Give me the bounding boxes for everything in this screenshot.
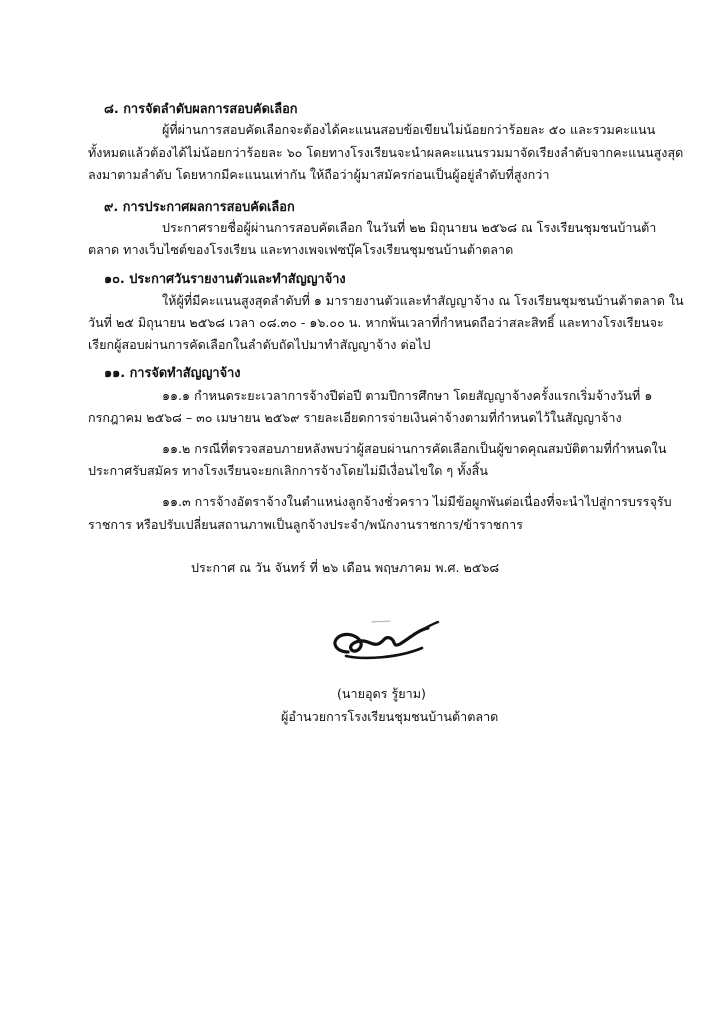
signer-position: ผู้อำนวยการโรงเรียนชุมชนบ้านต้าตลาด (281, 709, 499, 724)
section-9-line-1: ประกาศรายชื่อผู้ผ่านการสอบคัดเลือก ในวันที่ ๒๒ มิถุนายน ๒๕๖๘ ณ โรงเรียนชุมชนบ้านต้า (162, 220, 657, 235)
section-11-2-line-1: ๑๑.๒ กรณีที่ตรวจสอบภายหลังพบว่าผู้สอบผ่านการคัดเลือกเป็นผู้ขาดคุณสมบัติตามที่กำหนดใน (162, 441, 667, 456)
section-11-heading: ๑๑. การจัดทำสัญญาจ้าง (104, 366, 241, 381)
section-9-heading: ๙. การประกาศผลการสอบคัดเลือก (104, 200, 295, 215)
section-11-1-line-2: กรกฎาคม ๒๕๖๘ – ๓๐ เมษายน ๒๕๖๙ รายละเอียดการจ่ายเงินค่าจ้างตามที่กำหนดไว้ในสัญญาจ้าง (88, 410, 622, 425)
section-11-3-line-2: ราชการ หรือปรับเปลี่ยนสถานภาพเป็นลูกจ้างประจำ/พนักงานราชการ/ข้าราชการ (88, 517, 523, 532)
section-8-line-2: ทั้งหมดแล้วต้องได้ไม่น้อยกว่าร้อยละ ๖๐ โดยทางโรงเรียนจะนำผลคะแนนรวมมาจัดเรียงลำดับจากคะแนนสูงสุด (88, 145, 684, 160)
section-11-1-line-1: ๑๑.๑ กำหนดระยะเวลาการจ้างปีต่อปี ตามปีการศึกษา โดยสัญญาจ้างครั้งแรกเริ่มจ้างวันที่ ๑ (162, 388, 653, 403)
section-8-heading: ๘. การจัดลำดับผลการสอบคัดเลือก (104, 102, 298, 117)
section-8-line-3: ลงมาตามลำดับ โดยหากมีคะแนนเท่ากัน ให้ถือว่าผู้มาสมัครก่อนเป็นผู้อยู่ลำดับที่สูงกว่า (88, 167, 550, 182)
section-8-line-1: ผู้ที่ผ่านการสอบคัดเลือกจะต้องได้คะแนนสอบข้อเขียนไม่น้อยกว่าร้อยละ ๕๐ และรวมคะแนน (162, 122, 656, 137)
announcement-date: ประกาศ ณ วัน จันทร์ ที่ ๒๖ เดือน พฤษภาคม พ.ศ. ๒๕๖๘ (191, 560, 500, 575)
signer-name: (นายอุดร รู้ยาม) (337, 686, 426, 701)
section-10-line-3: เรียกผู้สอบผ่านการคัดเลือกในลำดับถัดไปมาทำสัญญาจ้าง ต่อไป (88, 337, 431, 352)
section-11-3-line-1: ๑๑.๓ การจ้างอัตราจ้างในตำแหน่งลูกจ้างชั่วคราว ไม่มีข้อผูกพันต่อเนื่องที่จะนำไปสู่การบรรจุรับ (162, 494, 672, 509)
section-10-line-2: วันที่ ๒๕ มิถุนายน ๒๕๖๘ เวลา ๐๘.๓๐ - ๑๖.๐๐ น. หากพ้นเวลาที่กำหนดถือว่าสละสิทธิ์ และทางโรงเรียนจะ (88, 315, 664, 330)
handwritten-signature-icon (318, 612, 446, 672)
section-10-line-1: ให้ผู้ที่มีคะแนนสูงสุดลำดับที่ ๑ มารายงานตัวและทำสัญญาจ้าง ณ โรงเรียนชุมชนบ้านต้าตลาด ใน (162, 293, 684, 308)
section-10-heading: ๑๐. ประกาศวันรายงานตัวและทำสัญญาจ้าง (104, 272, 346, 287)
section-11-2-line-2: ประกาศรับสมัคร ทางโรงเรียนจะยกเลิกการจ้างโดยไม่มีเงื่อนไขใด ๆ ทั้งสิ้น (88, 463, 488, 478)
section-9-line-2: ตลาด ทางเว็บไซต์ของโรงเรียน และทางเพจเฟซบุ๊คโรงเรียนชุมชนบ้านต้าตลาด (88, 242, 514, 257)
